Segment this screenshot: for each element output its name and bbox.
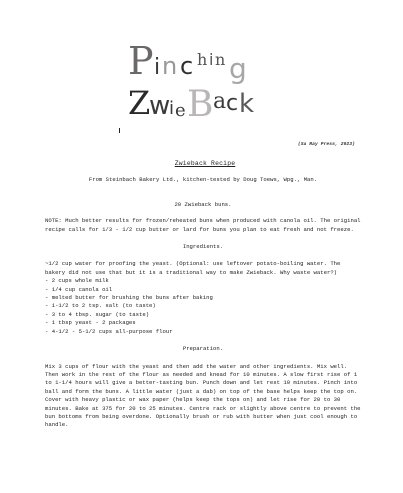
ingredient-item: - 1/4 cup canola oil	[45, 285, 113, 293]
ingredient-item: - 3 to 4 tbsp. sugar (to taste)	[45, 310, 150, 318]
ingredients-list	[45, 260, 361, 336]
ingredient-item: - melted butter for brushing the buns after baking	[45, 294, 213, 302]
svg-text:c: c	[180, 52, 194, 80]
svg-text:P: P	[128, 39, 154, 83]
svg-text:e: e	[175, 100, 186, 121]
text-cursor	[119, 128, 120, 133]
svg-text:B: B	[187, 84, 214, 124]
preparation-text: Mix 3 cups of flour with the yeast and then add the water and other ingredients. Mix well. Then work in the rest of the flour as needed and knead for 10 minutes. A slow first rise of 1 to 1-1/4 hours will give a better-tasting bun. Punch down and let rest 10 minutes. Pinch into ball and form the buns. A little water (just a dab) on top of the base helps keep the top on. Cover with heavy plastic or wax paper (helps keep the tops on) and let rise for 20 to 30 minutes. Bake at 375 for 20 to 25 minutes. Centre rack or slightly above centre to prevent the bun bottoms from being overdone. Optionally brush or rub with butter when just cool enough to handle.	[45, 362, 361, 429]
source-credit: (Sa Ray Press, 2023)	[297, 142, 355, 147]
svg-text:n: n	[215, 50, 226, 69]
ingredient-item: ~1/2 cup water for proofing the yeast. (Optional: use leftover potato-boiling water. The bakery did not use that but it is a traditional way to make Zwieback. Why waste water?)	[45, 260, 341, 276]
recipe-title: Zwieback Recipe	[174, 160, 236, 167]
svg-text:Z: Z	[128, 84, 151, 122]
svg-text:c: c	[226, 91, 239, 116]
svg-text:a: a	[213, 89, 227, 114]
recipe-yield: 20 Zwieback buns.	[174, 200, 232, 208]
ingredients-heading: Ingredients.	[182, 243, 224, 251]
ingredient-item: - 1 tbsp yeast - 2 packages	[45, 319, 136, 327]
ingredient-item: - 2 cups whole milk	[45, 277, 109, 285]
ingredient-item: - 4-1/2 - 5-1/2 cups all-purpose flour	[45, 327, 173, 335]
svg-text:i: i	[209, 50, 214, 69]
recipe-source: From Steinbach Bakery Ltd., kitchen-tested by Doug Toews, Wpg., Man.	[88, 176, 318, 184]
svg-text:i: i	[169, 98, 175, 119]
logo-graphic	[126, 38, 276, 124]
pinching-zwieback-logo	[126, 38, 276, 124]
svg-text:i: i	[154, 55, 161, 80]
preparation-heading: Preparation.	[182, 345, 224, 353]
svg-text:n: n	[162, 52, 178, 80]
svg-text:h: h	[197, 50, 208, 69]
svg-text:k: k	[239, 89, 255, 119]
recipe-content	[45, 160, 361, 430]
recipe-note: NOTE: Much better results for frozen/reheated buns when produced with canola oil. The original recipe calls for 1/3 - 1/2 cup butter or lard for buns you plan to eat fresh and not freeze.	[45, 217, 361, 233]
svg-text:g: g	[229, 52, 247, 85]
ingredient-item: - 1-1/2 to 2 tsp. salt (to taste)	[45, 302, 156, 310]
svg-text:w: w	[149, 91, 171, 121]
